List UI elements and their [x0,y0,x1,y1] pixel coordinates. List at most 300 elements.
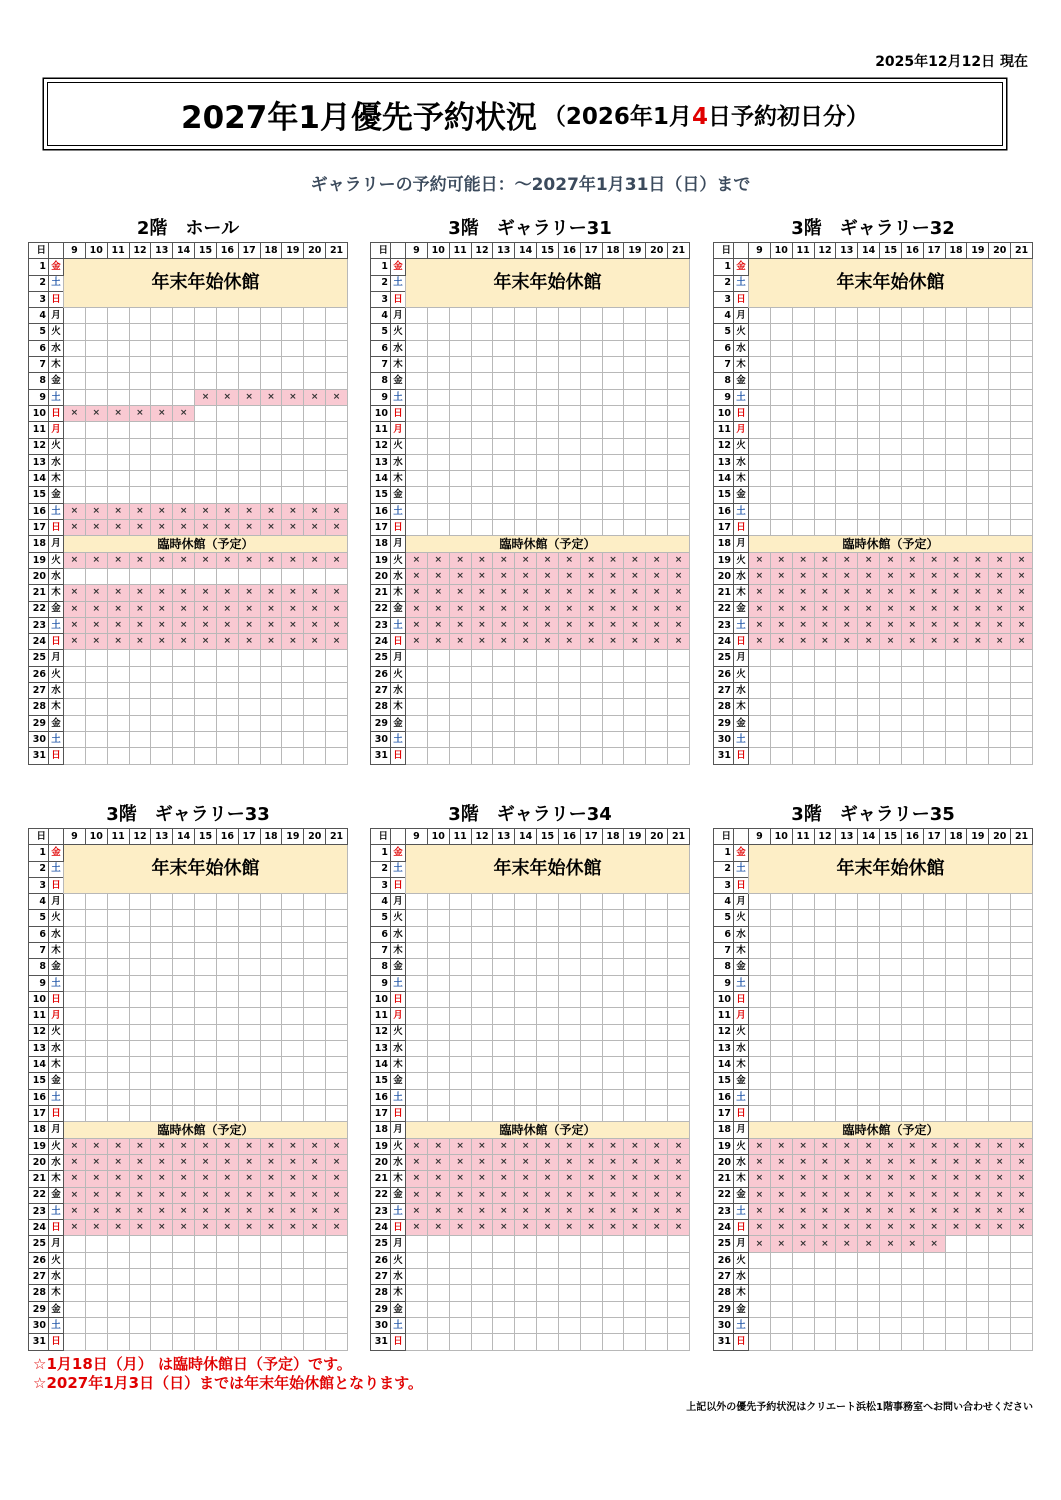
open-slot [880,926,902,942]
open-slot [858,715,880,731]
weekday: 日 [391,748,406,764]
open-slot [515,389,537,405]
open-slot [449,487,471,503]
open-slot [989,683,1011,699]
open-slot [326,975,348,991]
open-slot [427,1057,449,1073]
day-row [714,308,1033,324]
booked-slot: × [195,503,217,519]
booked-slot: × [624,617,646,633]
open-slot [749,389,771,405]
hour-header: 21 [668,829,690,845]
booked-slot: × [216,634,238,650]
weekday: 木 [391,699,406,715]
weekday: 土 [734,975,749,991]
weekday: 日 [734,748,749,764]
booked-slot: × [304,617,326,633]
open-slot [427,1301,449,1317]
day-row [371,1220,690,1236]
open-slot [427,340,449,356]
open-slot [238,683,260,699]
open-slot [858,1317,880,1333]
day-number: 23 [371,617,391,633]
open-slot [85,959,107,975]
day-number: 10 [371,405,391,421]
open-slot [967,1285,989,1301]
booked-slot: × [85,585,107,601]
open-slot [580,1285,602,1301]
panel-gallery-31 [370,218,690,765]
open-slot [1011,699,1033,715]
open-slot [646,324,668,340]
day-row [371,699,690,715]
day-header: 日 [714,243,734,259]
open-slot [1011,650,1033,666]
open-slot [668,1089,690,1105]
booked-slot: × [923,1203,945,1219]
day-row [29,454,348,470]
open-slot [923,487,945,503]
open-slot [558,373,580,389]
open-slot [493,389,515,405]
open-slot [836,959,858,975]
booked-slot: × [64,405,86,421]
hour-header: 15 [195,243,217,259]
day-row [29,308,348,324]
open-slot [129,683,151,699]
booked-slot: × [216,1171,238,1187]
booked-slot: × [858,601,880,617]
day-number: 25 [714,1236,734,1252]
booked-slot: × [858,1187,880,1203]
open-slot [880,422,902,438]
day-row [29,894,348,910]
day-row [714,585,1033,601]
open-slot [923,1252,945,1268]
open-slot [260,1317,282,1333]
open-slot [493,894,515,910]
open-slot [260,454,282,470]
open-slot [646,373,668,389]
booked-slot: × [989,1203,1011,1219]
open-slot [64,471,86,487]
open-slot [624,1285,646,1301]
weekday: 土 [734,617,749,633]
open-slot [449,666,471,682]
booked-slot: × [537,568,559,584]
open-slot [967,975,989,991]
open-slot [195,1106,217,1122]
open-slot [602,699,624,715]
booked-slot: × [282,552,304,568]
open-slot [770,991,792,1007]
hour-header: 11 [107,243,129,259]
day-row [371,454,690,470]
booked-slot: × [216,389,238,405]
open-slot [836,1089,858,1105]
reservation-table [28,828,348,1351]
day-number: 1 [29,259,49,275]
open-slot [602,520,624,536]
open-slot [880,308,902,324]
open-slot [107,340,129,356]
booked-slot: × [580,1171,602,1187]
open-slot [967,1040,989,1056]
day-row [371,503,690,519]
open-slot [580,650,602,666]
hour-header: 12 [129,829,151,845]
day-number: 4 [371,308,391,324]
day-row [29,1057,348,1073]
open-slot [129,1089,151,1105]
booked-slot: × [151,1187,173,1203]
booked-slot: × [85,405,107,421]
day-number: 2 [714,861,734,877]
open-slot [814,422,836,438]
open-slot [129,1334,151,1350]
day-row [29,357,348,373]
open-slot [792,926,814,942]
open-slot [85,1285,107,1301]
open-slot [880,1317,902,1333]
open-slot [471,438,493,454]
open-slot [107,1285,129,1301]
open-slot [668,1301,690,1317]
open-slot [493,1334,515,1350]
open-slot [967,405,989,421]
open-slot [770,715,792,731]
booked-slot: × [173,601,195,617]
open-slot [173,699,195,715]
booked-slot: × [282,1138,304,1154]
weekday: 火 [391,1024,406,1040]
open-slot [427,1252,449,1268]
day-row [371,731,690,747]
booked-slot: × [238,1203,260,1219]
open-slot [471,683,493,699]
booked-slot: × [558,617,580,633]
open-slot [770,683,792,699]
day-row [714,715,1033,731]
open-slot [515,683,537,699]
day-number: 21 [714,585,734,601]
weekday: 日 [49,991,64,1007]
weekday: 日 [49,520,64,536]
open-slot [580,1057,602,1073]
open-slot [427,715,449,731]
open-slot [427,1317,449,1333]
open-slot [923,894,945,910]
weekday: 水 [49,340,64,356]
open-slot [427,471,449,487]
open-slot [238,357,260,373]
day-number: 31 [371,748,391,764]
open-slot [406,357,428,373]
day-row [371,308,690,324]
open-slot [858,503,880,519]
open-slot [304,1040,326,1056]
open-slot [216,471,238,487]
open-slot [836,991,858,1007]
hour-header: 11 [792,829,814,845]
open-slot [129,487,151,503]
open-slot [624,1269,646,1285]
weekday: 日 [391,520,406,536]
open-slot [107,1040,129,1056]
open-slot [304,308,326,324]
open-slot [558,666,580,682]
open-slot [64,487,86,503]
open-slot [602,454,624,470]
open-slot [558,1008,580,1024]
booked-slot: × [749,617,771,633]
day-number: 17 [29,520,49,536]
open-slot [406,943,428,959]
booked-slot: × [537,1138,559,1154]
open-slot [646,1236,668,1252]
day-number: 4 [714,894,734,910]
weekday: 火 [391,910,406,926]
open-slot [129,568,151,584]
open-slot [238,1057,260,1073]
open-slot [85,991,107,1007]
open-slot [945,943,967,959]
open-slot [836,405,858,421]
day-number: 3 [29,291,49,307]
day-number: 28 [29,1285,49,1301]
open-slot [814,699,836,715]
open-slot [151,926,173,942]
booked-slot: × [537,1203,559,1219]
open-slot [880,1040,902,1056]
open-slot [945,520,967,536]
open-slot [989,438,1011,454]
weekday: 金 [49,1187,64,1203]
day-number: 1 [371,259,391,275]
booked-slot: × [558,552,580,568]
day-number: 25 [714,650,734,666]
booked-slot: × [602,585,624,601]
open-slot [923,1334,945,1350]
open-slot [602,487,624,503]
open-slot [282,1106,304,1122]
weekday: 日 [49,1334,64,1350]
open-slot [880,1024,902,1040]
booked-slot: × [493,1220,515,1236]
booked-slot: × [282,389,304,405]
open-slot [624,1008,646,1024]
day-number: 25 [371,1236,391,1252]
open-slot [646,1073,668,1089]
open-slot [216,1269,238,1285]
day-number: 6 [29,926,49,942]
day-number: 2 [714,275,734,291]
booked-slot: × [880,552,902,568]
day-number: 14 [371,471,391,487]
booked-slot: × [195,552,217,568]
booked-slot: × [1011,1187,1033,1203]
open-slot [792,1301,814,1317]
booked-slot: × [515,617,537,633]
booked-slot: × [668,585,690,601]
open-slot [901,699,923,715]
open-slot [326,1008,348,1024]
open-slot [770,1269,792,1285]
open-slot [836,1334,858,1350]
open-slot [537,650,559,666]
new-year-closed-cell: 年末年始休館 [406,259,690,308]
open-slot [814,959,836,975]
open-slot [814,1334,836,1350]
booked-slot: × [1011,1171,1033,1187]
open-slot [195,959,217,975]
open-slot [668,373,690,389]
day-number: 13 [29,454,49,470]
open-slot [989,650,1011,666]
open-slot [967,910,989,926]
day-number: 31 [371,1334,391,1350]
hour-header: 10 [427,243,449,259]
open-slot [1011,1073,1033,1089]
open-slot [1011,357,1033,373]
open-slot [173,568,195,584]
booked-slot: × [173,503,195,519]
open-slot [64,568,86,584]
day-number: 3 [714,877,734,893]
open-slot [901,1285,923,1301]
booked-slot: × [558,1203,580,1219]
open-slot [64,373,86,389]
open-slot [173,975,195,991]
open-slot [989,748,1011,764]
open-slot [624,454,646,470]
open-slot [646,975,668,991]
open-slot [945,1040,967,1056]
day-number: 20 [29,1154,49,1170]
booked-slot: × [880,1154,902,1170]
booked-slot: × [515,1203,537,1219]
open-slot [880,1057,902,1073]
open-slot [64,1317,86,1333]
new-year-closed-cell: 年末年始休館 [64,845,348,894]
hour-header: 17 [923,829,945,845]
open-slot [923,1073,945,1089]
open-slot [151,422,173,438]
open-slot [923,422,945,438]
open-slot [304,943,326,959]
weekday: 金 [734,715,749,731]
booked-slot: × [107,1138,129,1154]
open-slot [471,389,493,405]
booked-slot: × [1011,1138,1033,1154]
booked-slot: × [406,568,428,584]
booked-slot: × [880,585,902,601]
hour-header: 12 [471,829,493,845]
booked-slot: × [1011,634,1033,650]
open-slot [901,520,923,536]
day-row [371,536,690,552]
open-slot [836,520,858,536]
open-slot [260,1269,282,1285]
open-slot [427,894,449,910]
open-slot [792,991,814,1007]
booked-slot: × [558,1138,580,1154]
open-slot [880,438,902,454]
open-slot [238,373,260,389]
open-slot [85,487,107,503]
booked-slot: × [64,552,86,568]
open-slot [749,1106,771,1122]
booked-slot: × [107,1154,129,1170]
open-slot [749,959,771,975]
open-slot [880,340,902,356]
open-slot [260,340,282,356]
open-slot [967,748,989,764]
open-slot [814,454,836,470]
open-slot [216,1073,238,1089]
open-slot [814,1252,836,1268]
open-slot [558,1269,580,1285]
open-slot [304,487,326,503]
open-slot [967,324,989,340]
open-slot [216,910,238,926]
open-slot [624,357,646,373]
booked-slot: × [836,568,858,584]
temporary-closure-cell: 臨時休館（予定） [749,1122,1033,1138]
hour-header: 17 [238,829,260,845]
open-slot [85,373,107,389]
open-slot [151,1073,173,1089]
open-slot [537,959,559,975]
open-slot [238,650,260,666]
open-slot [304,650,326,666]
open-slot [195,1057,217,1073]
weekday: 月 [734,422,749,438]
booked-slot: × [151,405,173,421]
day-row [29,1008,348,1024]
open-slot [923,454,945,470]
day-row [371,1008,690,1024]
day-row [29,1269,348,1285]
open-slot [151,454,173,470]
day-row [714,1220,1033,1236]
booked-slot: × [129,1171,151,1187]
open-slot [749,503,771,519]
open-slot [151,975,173,991]
open-slot [537,324,559,340]
open-slot [770,308,792,324]
open-slot [624,748,646,764]
booked-slot: × [580,552,602,568]
open-slot [107,926,129,942]
weekday: 水 [734,1269,749,1285]
open-slot [814,1269,836,1285]
temporary-closure-cell: 臨時休館（予定） [64,1122,348,1138]
day-row [371,1040,690,1056]
weekday: 木 [734,943,749,959]
open-slot [901,715,923,731]
booked-slot: × [304,1220,326,1236]
open-slot [923,731,945,747]
open-slot [107,1106,129,1122]
open-slot [260,731,282,747]
open-slot [923,471,945,487]
open-slot [107,1269,129,1285]
open-slot [580,683,602,699]
open-slot [85,1089,107,1105]
open-slot [107,454,129,470]
booked-slot: × [493,568,515,584]
